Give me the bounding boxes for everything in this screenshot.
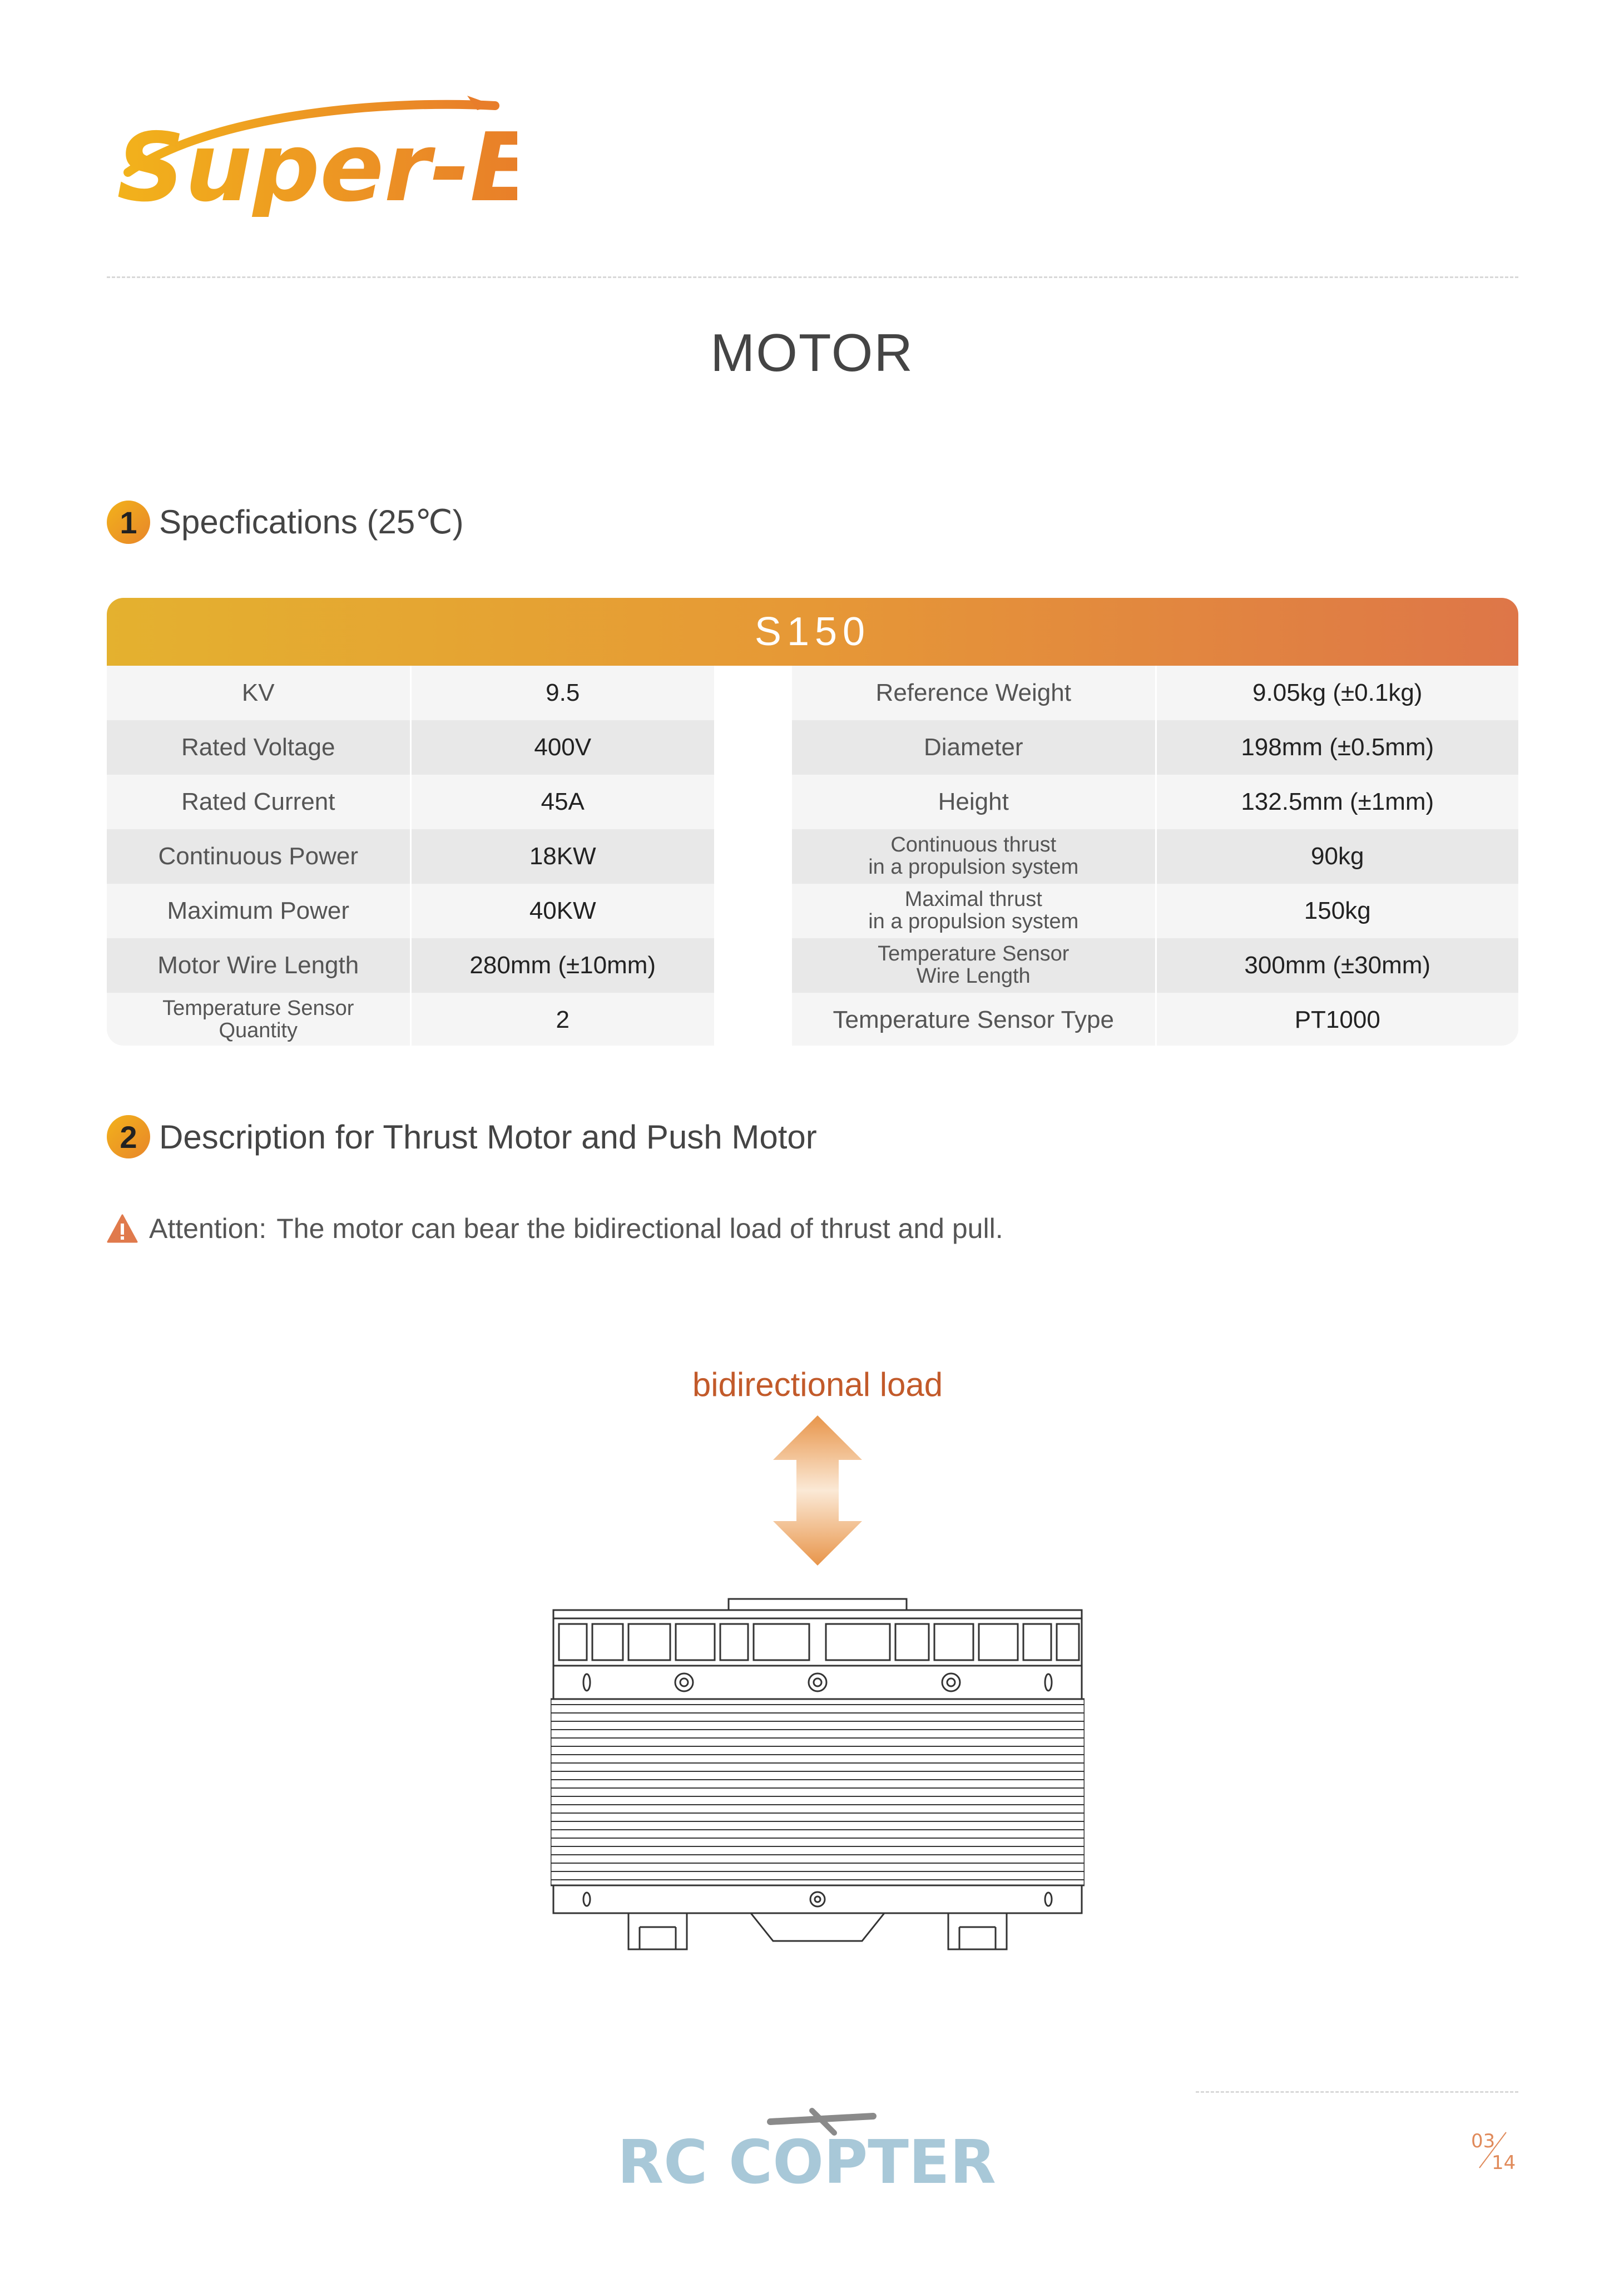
page-number [1468,2128,1524,2172]
table-row [107,993,714,1046]
brand-logo [106,89,517,217]
spec-label-line: Maximal thrust [904,888,1042,912]
table-model-header: S150 [107,598,1518,666]
watermark-text: RC COPTER [617,2128,996,2191]
section-title: Description for Thrust Motor and Push Motor [159,1118,817,1156]
spec-label-line: Continuous thrust [890,833,1057,857]
page-total: 14 [1492,2152,1516,2172]
spec-value: 280mm (±10mm) [412,938,715,993]
spec-label: Temperature Sensor Type [792,993,1157,1046]
table-row [792,720,1518,775]
table-row [792,666,1518,720]
table-row [792,829,1518,884]
spec-label-line: Wire Length [916,964,1031,988]
spec-value: 300mm (±30mm) [1157,938,1519,993]
rc-copter-watermark [612,2099,1012,2191]
spec-table [107,598,1518,1046]
spec-label: Rated Current [107,775,412,829]
spec-label: Height [792,775,1157,829]
attention-label: Attention: [149,1213,267,1244]
spec-label: Maximum Power [107,884,412,938]
spec-value: 45A [412,775,715,829]
spec-value: 9.5 [412,666,715,720]
footer-divider [1196,2091,1518,2093]
spec-value: 90kg [1157,829,1519,884]
spec-value: 198mm (±0.5mm) [1157,720,1519,775]
spec-label: Reference Weight [792,666,1157,720]
section-number-badge: 1 [107,501,150,544]
spec-label [792,884,1157,938]
section-number-badge: 2 [107,1115,150,1158]
table-row [792,775,1518,829]
table-row [107,829,714,884]
table-row [792,938,1518,993]
spec-label-line: Temperature Sensor [878,942,1070,966]
spec-value: 150kg [1157,884,1519,938]
table-row [792,884,1518,938]
table-row [107,884,714,938]
spec-value: 400V [412,720,715,775]
table-row [107,666,714,720]
bidirectional-load-label: bidirectional load [692,1366,943,1403]
table-row [792,993,1518,1046]
spec-table-right [792,666,1518,1046]
section-heading-specs [107,501,464,544]
spec-label: Motor Wire Length [107,938,412,993]
spec-label-line: in a propulsion system [868,855,1079,879]
spec-label: Diameter [792,720,1157,775]
logo-text: Super-E [117,113,517,217]
spec-label [107,993,412,1046]
table-row [107,938,714,993]
page-title: MOTOR [710,323,914,383]
spec-value: 2 [412,993,715,1046]
spec-label [792,938,1157,993]
spec-table-left [107,666,714,1046]
header-divider [107,276,1518,278]
spec-label-line: Temperature Sensor [162,997,354,1021]
page-current: 03 [1471,2130,1496,2152]
attention-text: The motor can bear the bidirectional load of thrust and pull. [276,1213,1003,1244]
section-title: Specfications (25℃) [159,503,464,541]
spec-value: 9.05kg (±0.1kg) [1157,666,1519,720]
spec-label [792,829,1157,884]
attention-note [107,1212,1003,1245]
spec-label: KV [107,666,412,720]
spec-value: PT1000 [1157,993,1519,1046]
spec-label-line: in a propulsion system [868,910,1079,933]
table-row [107,720,714,775]
spec-label-line: Quantity [219,1019,298,1042]
bidirectional-arrow-icon [773,1415,862,1566]
spec-value: 132.5mm (±1mm) [1157,775,1519,829]
motor-diagram [551,1585,1085,1958]
spec-value: 40KW [412,884,715,938]
spec-label: Continuous Power [107,829,412,884]
section-heading-description [107,1115,817,1158]
table-row [107,775,714,829]
spec-label: Rated Voltage [107,720,412,775]
warning-icon [107,1214,138,1243]
spec-value: 18KW [412,829,715,884]
